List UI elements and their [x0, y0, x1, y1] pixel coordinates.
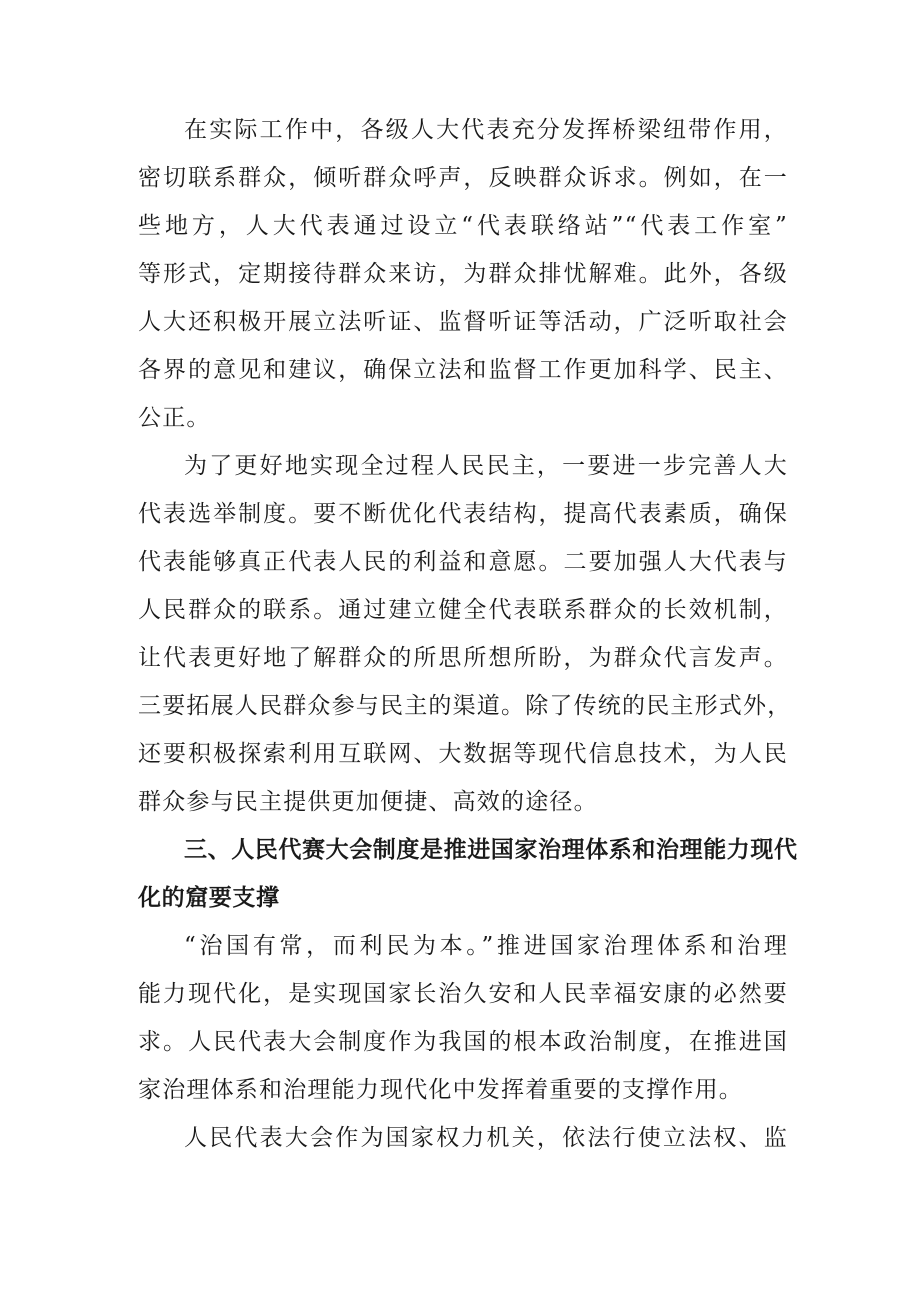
- paragraph-3: [138, 922, 788, 1114]
- paragraph-1: [138, 106, 788, 442]
- paragraph-line: 为了更好地实现全过程人民民主，一要进一步完善人大: [184, 453, 788, 479]
- paragraph-line: 还要积极探索利用互联网、大数据等现代信息技术，为人民: [138, 741, 788, 767]
- heading-line: 三、人民代赛大会制度是推进国家治理体系和治理能力现代: [184, 837, 798, 863]
- paragraph-line: 等形式，定期接待群众来访，为群众排忧解难。此外，各级: [138, 261, 788, 287]
- paragraph-line: 代表能够真正代表人民的利益和意愿。二要加强人大代表与: [138, 549, 788, 575]
- paragraph-line: 人民群众的联系。通过建立健全代表联系群众的长效机制，: [138, 597, 788, 623]
- paragraph-line: 代表选举制度。要不断优化代表结构，提高代表素质，确保: [138, 501, 788, 527]
- paragraph-line: 些地方，人大代表通过设立“代表联络站”“代表工作室”: [138, 213, 788, 239]
- paragraph-line: 能力现代化，是实现国家长治久安和人民幸福安康的必然要: [138, 981, 788, 1007]
- paragraph-2: [138, 442, 792, 826]
- paragraph-line: 让代表更好地了解群众的所思所想所盼，为群众代言发声。: [138, 645, 788, 671]
- paragraph-line: 群众参与民主提供更加便捷、高效的途径。: [138, 789, 598, 815]
- paragraph-line: 三要拓展人民群众参与民主的渠道。除了传统的民主形式外，: [138, 693, 792, 719]
- paragraph-4: [138, 1114, 788, 1162]
- paragraph-line: 各界的意见和建议，确保立法和监督工作更加科学、民主、: [138, 357, 788, 383]
- paragraph-line: 求。人民代表大会制度作为我国的根本政治制度，在推进国: [138, 1029, 788, 1055]
- section-heading: [138, 826, 798, 922]
- paragraph-line: 家治理体系和治理能力现代化中发挥着重要的支撑作用。: [138, 1077, 743, 1103]
- paragraph-line: 密切联系群众，倾听群众呼声，反映群众诉求。例如，在一: [138, 165, 788, 191]
- heading-line: 化的窟要支撑: [138, 885, 280, 911]
- paragraph-line: “治国有常，而利民为本。”推进国家治理体系和治理: [184, 933, 788, 959]
- paragraph-line: 公正。: [138, 405, 211, 431]
- paragraph-line: 人大还积极开展立法听证、监督听证等活动，广泛听取社会: [138, 309, 788, 335]
- paragraph-line: 在实际工作中，各级人大代表充分发挥桥梁纽带作用，: [184, 117, 788, 143]
- paragraph-line: 人民代表大会作为国家权力机关，依法行使立法权、监: [184, 1125, 788, 1151]
